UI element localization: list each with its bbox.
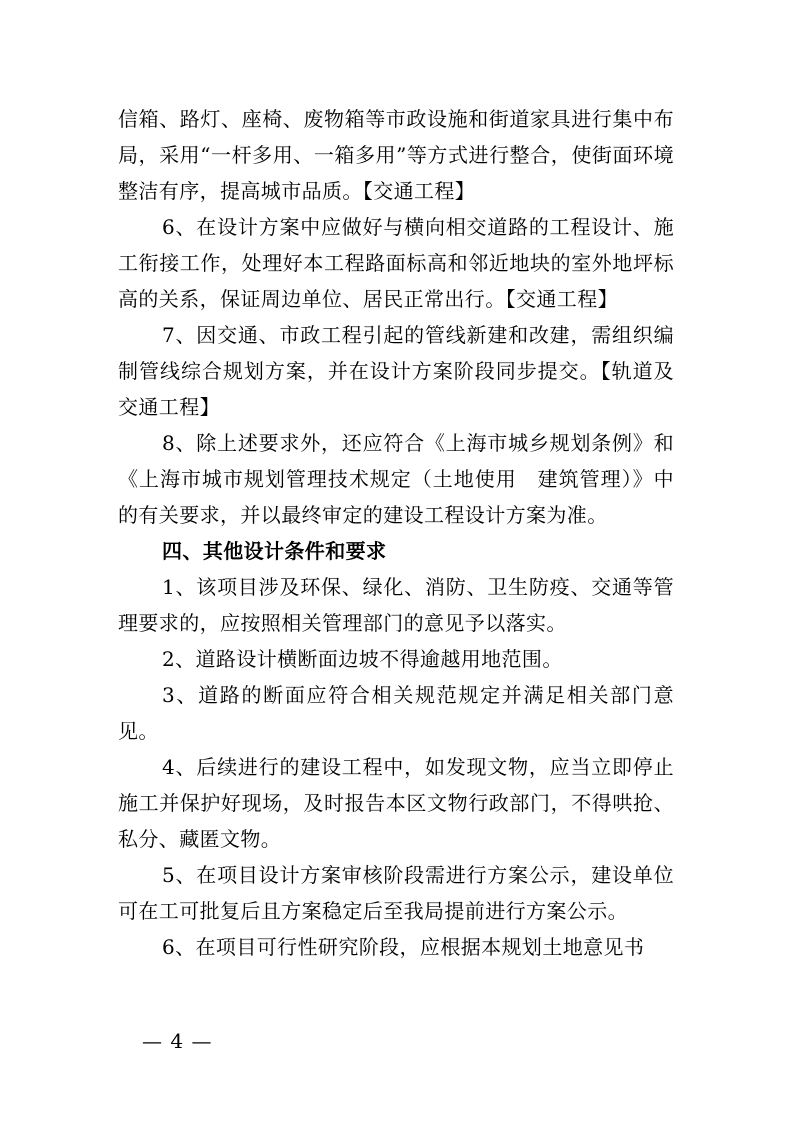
paragraph-continuation: 信箱、路灯、座椅、废物箱等市政设施和街道家具进行集中布局，采用“一杆多用、一箱多用”等方式进行整合，使街面环境整洁有序，提高城市品质。【交通工程】 — [118, 107, 674, 203]
paragraph-other-1: 1、该项目涉及环保、绿化、消防、卫生防疫、交通等管理要求的，应按照相关管理部门的意见予以落实。 — [118, 575, 674, 635]
paragraph-other-6: 6、在项目可行性研究阶段，应根据本规划土地意见书 — [162, 935, 645, 959]
paragraph-other-3: 3、道路的断面应符合相关规范规定并满足相关部门意见。 — [118, 683, 674, 743]
paragraph-item-7: 7、因交通、市政工程引起的管线新建和改建，需组织编制管线综合规划方案，并在设计方案阶段同步提交。【轨道及交通工程】 — [118, 323, 674, 419]
paragraph-other-5: 5、在项目设计方案审核阶段需进行方案公示，建设单位可在工可批复后且方案稳定后至我局提前进行方案公示。 — [118, 863, 674, 923]
paragraph-item-8: 8、除上述要求外，还应符合《上海市城乡规划条例》和《上海市城市规划管理技术规定（土地使用 建筑管理）》中的有关要求，并以最终审定的建设工程设计方案为准。 — [118, 431, 674, 527]
page-number: — 4 — — [142, 1029, 213, 1053]
paragraph-item-6: 6、在设计方案中应做好与横向相交道路的工程设计、施工衔接工作，处理好本工程路面标高和邻近地块的室外地坪标高的关系，保证周边单位、居民正常出行。【交通工程】 — [118, 215, 674, 311]
section-heading: 四、其他设计条件和要求 — [162, 539, 387, 563]
document-body — [118, 101, 674, 965]
paragraph-other-2: 2、道路设计横断面边坡不得逾越用地范围。 — [162, 647, 563, 671]
paragraph-other-4: 4、后续进行的建设工程中，如发现文物，应当立即停止施工并保护好现场，及时报告本区文物行政部门，不得哄抢、私分、藏匿文物。 — [118, 755, 674, 851]
